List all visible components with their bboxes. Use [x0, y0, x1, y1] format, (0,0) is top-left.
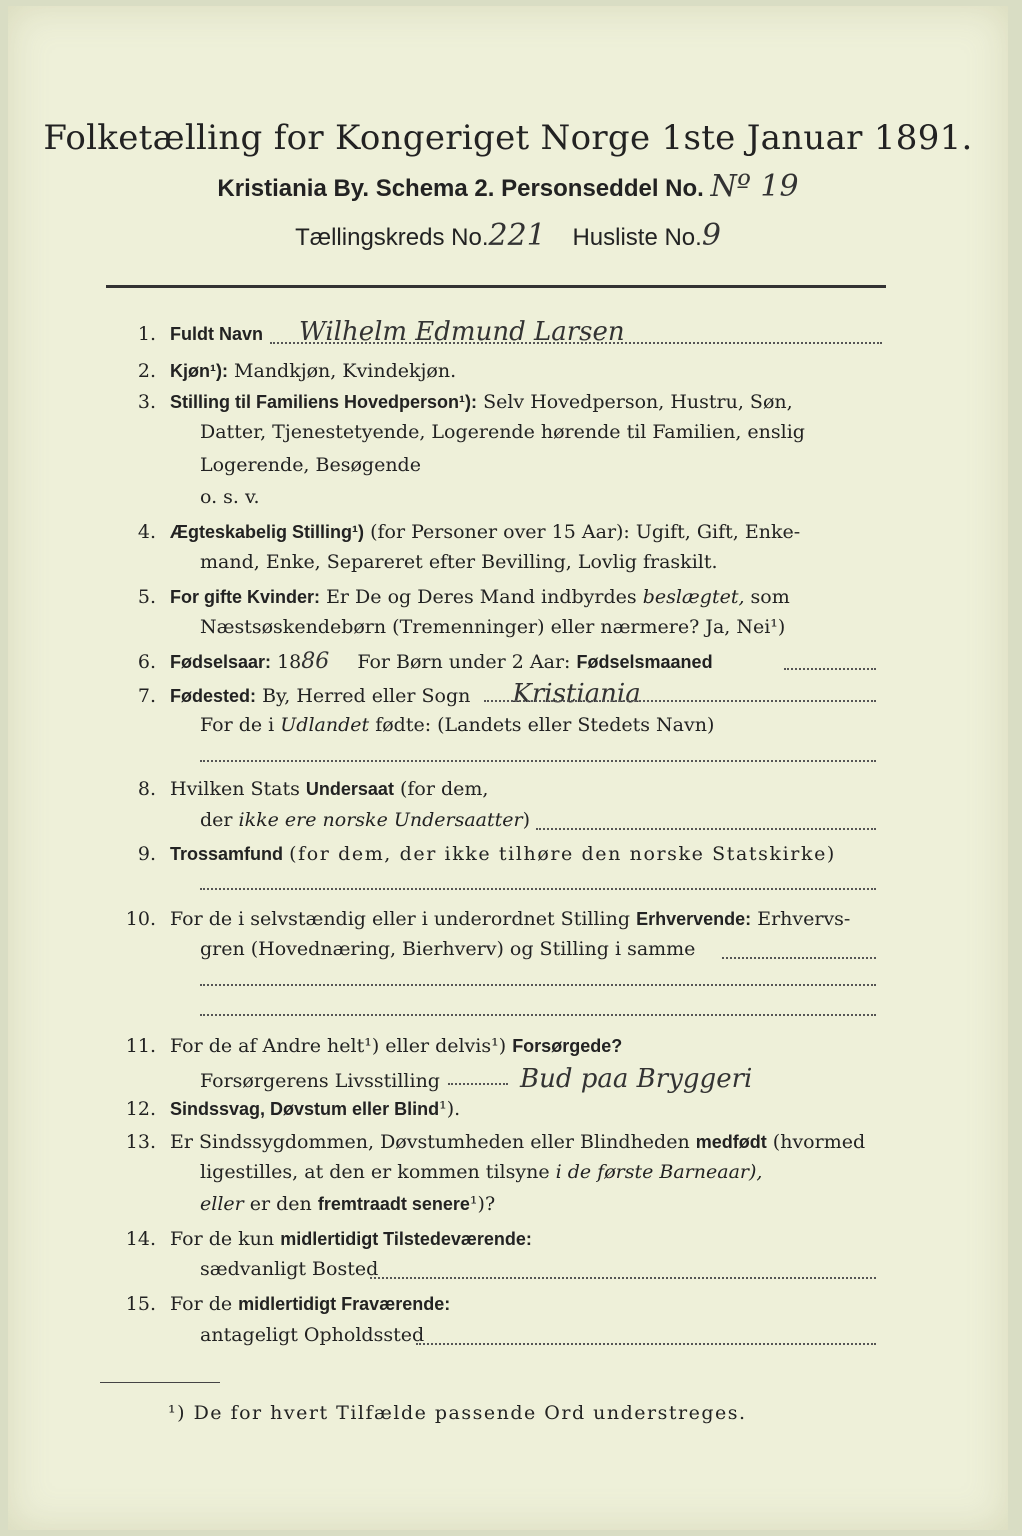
personseddel-number: Nº 19 — [710, 169, 799, 204]
line-text: ligestilles, at den er kommen tilsyne — [200, 1161, 550, 1183]
field-12 — [116, 1096, 460, 1122]
field-label-2: Fødselsmaaned — [576, 652, 713, 672]
field-number: 6. — [137, 651, 156, 673]
kreds-line — [8, 218, 1008, 253]
field-question-end: ¹). — [439, 1098, 461, 1120]
field-question-end: (hvormed — [772, 1131, 866, 1153]
line-end: fødte: (Landets eller Stedets Navn) — [375, 714, 715, 736]
census-form — [8, 6, 1008, 1530]
field-number: 7. — [137, 685, 156, 707]
field-6 — [116, 649, 713, 675]
footnote-rule — [100, 1382, 220, 1383]
field-4 — [116, 519, 800, 545]
field-number: 13. — [125, 1131, 156, 1153]
dotted-line — [448, 1083, 508, 1085]
field-question: For de af Andre helt¹) eller delvis¹) — [170, 1035, 507, 1057]
dotted-line — [416, 1343, 876, 1345]
field-label: Fødested: — [170, 686, 257, 706]
name-value: Wilhelm Edmund Larsen — [299, 317, 625, 347]
husliste-number: 9 — [701, 218, 721, 253]
dotted-line — [200, 1014, 876, 1016]
birthplace-value: Kristiania — [512, 679, 641, 709]
field-number: 4. — [137, 521, 156, 543]
field-4-line2: mand, Enke, Separeret efter Bevilling, Lovlig fraskilt. — [200, 551, 718, 573]
field-options: Selv Hovedperson, Hustru, Søn, — [483, 391, 793, 413]
field-5-line2: Næstsøskendebørn (Tremenninger) eller nærmere? Ja, Nei¹) — [200, 616, 786, 638]
line-italic: i de første Barneaar), — [555, 1161, 763, 1183]
field-11 — [116, 1033, 622, 1059]
field-label: medfødt — [695, 1132, 767, 1152]
field-number: 2. — [137, 360, 156, 382]
field-question: (for dem, der ikke tilhøre den norske Statskirke) — [289, 843, 836, 865]
header-rule — [106, 285, 886, 288]
line-text: der — [200, 809, 233, 831]
field-label: Erhvervende: — [636, 909, 752, 929]
field-3-line3: Logerende, Besøgende — [200, 454, 421, 476]
footnote: ¹) De for hvert Tilfælde passende Ord understreges. — [168, 1402, 747, 1424]
field-14 — [116, 1226, 532, 1252]
field-number: 14. — [125, 1228, 156, 1250]
field-number: 8. — [137, 778, 156, 800]
field-number: 5. — [137, 586, 156, 608]
field-7 — [116, 681, 641, 709]
dotted-line — [200, 888, 876, 890]
form-title: Folketælling for Kongeriget Norge 1ste Januar 1891. — [43, 118, 973, 158]
schema-label: Kristiania By. Schema 2. Personseddel No. — [217, 175, 704, 202]
kreds-label: Tællingskreds No. — [295, 224, 489, 251]
field-question: Hvilken Stats — [170, 778, 300, 800]
field-question-end: (for dem, — [399, 778, 489, 800]
provider-occupation-value: Bud paa Bryggeri — [520, 1064, 753, 1094]
line-text: er den — [249, 1193, 312, 1215]
line-italic: Udlandet — [280, 714, 370, 736]
field-number: 12. — [125, 1098, 156, 1120]
field-13-line3 — [200, 1193, 495, 1215]
field-number: 10. — [125, 908, 156, 930]
line-bold: fremtraadt senere — [317, 1194, 470, 1214]
field-15 — [116, 1291, 450, 1317]
field-label: Sindssvag, Døvstum eller Blind — [170, 1099, 440, 1119]
field-options: By, Herred eller Sogn — [262, 685, 471, 707]
field-label: Fødselsaar: — [170, 652, 272, 672]
field-7-line2 — [200, 714, 714, 736]
field-number: 9. — [137, 843, 156, 865]
year-prefix: 18 — [277, 651, 302, 673]
field-question-italic: beslægtet, — [642, 586, 745, 608]
dotted-line — [722, 957, 876, 959]
field-8 — [116, 776, 488, 802]
line-text: For de i — [200, 714, 275, 736]
husliste-label: Husliste No. — [572, 224, 702, 251]
field-number: 15. — [125, 1293, 156, 1315]
field-question-end: som — [750, 586, 790, 608]
dotted-line — [784, 668, 876, 670]
field-label: midlertidigt Tilstedeværende: — [280, 1229, 532, 1249]
field-options: (for Personer over 15 Aar): Ugift, Gift, Enke- — [370, 521, 801, 543]
dotted-line — [370, 1277, 876, 1279]
field-label: Fuldt Navn — [170, 324, 263, 344]
field-label: Kjøn¹): — [170, 361, 228, 381]
field-13-line2 — [200, 1161, 762, 1183]
field-14-line2: sædvanligt Bosted — [200, 1258, 379, 1280]
field-question-end: Erhvervs- — [757, 908, 851, 930]
field-3 — [116, 389, 793, 415]
dotted-line — [200, 760, 876, 762]
field-label: Stilling til Familiens Hovedperson¹): — [170, 392, 478, 412]
line-text: Forsørgerens Livsstilling — [200, 1070, 440, 1092]
birth-year-value: 86 — [301, 649, 330, 674]
schema-line — [8, 169, 1008, 204]
field-10-line2: gren (Hovednæring, Bierhverv) og Stilling i samme — [200, 938, 696, 960]
field-15-line2: antageligt Opholdssted — [200, 1324, 425, 1346]
field-question: For de — [170, 1293, 233, 1315]
field-label: For gifte Kvinder: — [170, 587, 321, 607]
field-10 — [116, 906, 850, 932]
field-3-line4: o. s. v. — [200, 486, 260, 508]
dotted-line — [270, 342, 882, 344]
dotted-line — [536, 828, 876, 830]
field-question: For de kun — [170, 1228, 275, 1250]
field-3-line2: Datter, Tjenestetyende, Logerende hørende til Familien, enslig — [200, 421, 805, 443]
kreds-number: 221 — [488, 218, 546, 253]
field-question: Er Sindssygdommen, Døvstumheden eller Blindheden — [170, 1131, 690, 1153]
line-end: ¹)? — [469, 1193, 496, 1215]
field-label: Forsørgede? — [512, 1036, 623, 1056]
field-question: For de i selvstændig eller i underordnet Stilling — [170, 908, 631, 930]
line-italic: ikke ere norske Undersaatter — [238, 809, 523, 831]
dotted-line — [484, 700, 876, 702]
field-number: 1. — [137, 323, 156, 345]
field-13 — [116, 1129, 865, 1155]
field-question: For Børn under 2 Aar: — [357, 651, 571, 673]
field-label: midlertidigt Fraværende: — [238, 1294, 451, 1314]
dotted-line — [200, 984, 876, 986]
field-9 — [116, 841, 836, 867]
field-5 — [116, 584, 790, 610]
field-options: Mandkjøn, Kvindekjøn. — [234, 360, 457, 382]
field-question: Er De og Deres Mand indbyrdes — [326, 586, 637, 608]
line-italic: eller — [200, 1193, 244, 1215]
field-label: Trossamfund — [170, 844, 284, 864]
field-2 — [116, 358, 456, 384]
field-number: 3. — [137, 391, 156, 413]
field-label: Ægteskabelig Stilling¹) — [170, 522, 365, 542]
field-11-line2 — [200, 1064, 752, 1094]
field-label: Undersaat — [305, 779, 394, 799]
field-number: 11. — [125, 1035, 156, 1057]
field-8-line2: der ikke ere norske Undersaatter) — [200, 809, 531, 831]
